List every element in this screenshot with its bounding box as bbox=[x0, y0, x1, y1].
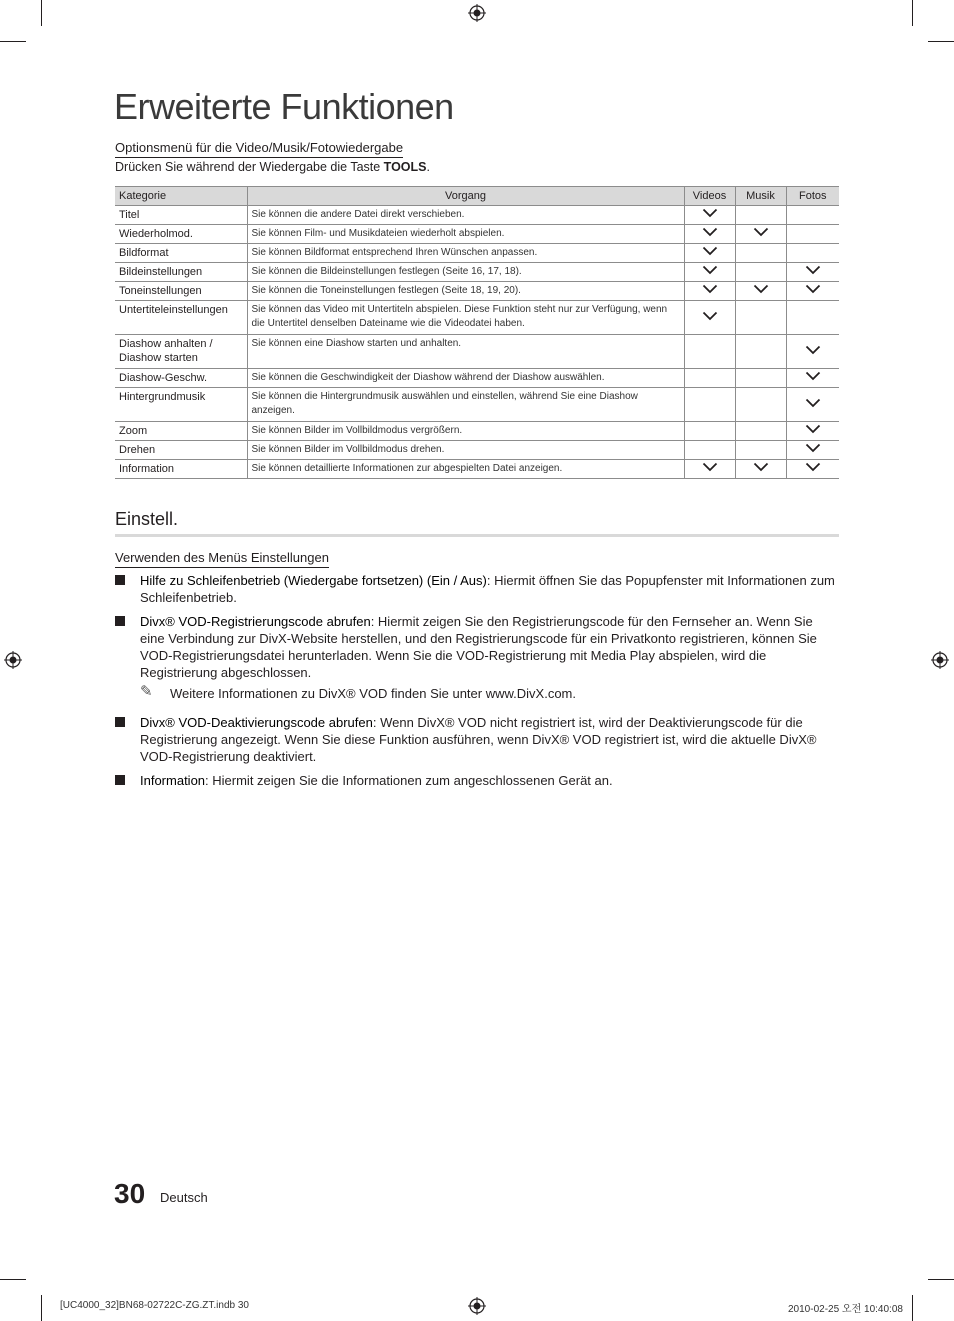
checkmark-icon bbox=[805, 462, 821, 472]
videos-cell bbox=[684, 388, 735, 422]
intro-text: Drücken Sie während der Wiedergabe die Taste bbox=[115, 160, 384, 174]
settings-list bbox=[115, 572, 839, 796]
videos-cell bbox=[684, 441, 735, 460]
music-cell bbox=[735, 282, 786, 301]
item-text: : Hiermit zeigen Sie den Registrierungscode für den Fernseher an. Wenn Sie eine Verbindung zur DivX-Website herstellen, und den Registrierungscode für ein Privatkonto registrieren, können Sie VOD-Registrierungsdatei herunterladen. Wenn Sie die VOD-Registrierung mit Media Play abspielen, wird die Registrierung abgeschlossen. bbox=[140, 614, 817, 680]
photos-cell bbox=[786, 282, 839, 301]
page-language: Deutsch bbox=[160, 1190, 208, 1205]
photos-cell bbox=[786, 460, 839, 479]
category-cell: Bildformat bbox=[115, 244, 247, 263]
description-cell: Sie können die Bildeinstellungen festlegen (Seite 16, 17, 18). bbox=[247, 263, 684, 282]
crop-mark bbox=[41, 0, 42, 26]
photos-cell bbox=[786, 244, 839, 263]
column-header: Videos bbox=[684, 187, 735, 206]
videos-cell bbox=[684, 369, 735, 388]
list-item bbox=[115, 613, 839, 681]
item-term: Divx® VOD-Registrierungscode abrufen bbox=[140, 614, 371, 629]
description-cell: Sie können eine Diashow starten und anhalten. bbox=[247, 335, 684, 369]
checkmark-icon bbox=[805, 265, 821, 275]
description-cell: Sie können die andere Datei direkt verschieben. bbox=[247, 206, 684, 225]
music-cell bbox=[735, 460, 786, 479]
table-row bbox=[115, 263, 839, 282]
description-cell: Sie können Bildformat entsprechend Ihren Wünschen anpassen. bbox=[247, 244, 684, 263]
videos-cell bbox=[684, 460, 735, 479]
checkmark-icon bbox=[753, 284, 769, 294]
category-cell: Diashow anhalten / Diashow starten bbox=[115, 335, 247, 369]
checkmark-icon bbox=[702, 208, 718, 218]
category-cell: Hintergrundmusik bbox=[115, 388, 247, 422]
column-header: Kategorie bbox=[115, 187, 247, 206]
table-row bbox=[115, 335, 839, 369]
crop-mark bbox=[928, 1279, 954, 1280]
registration-mark-icon bbox=[468, 4, 486, 22]
checkmark-icon bbox=[805, 398, 821, 408]
crop-mark bbox=[41, 1295, 42, 1321]
page-title: Erweiterte Funktionen bbox=[114, 86, 454, 127]
item-term: Divx® VOD-Deaktivierungscode abrufen bbox=[140, 715, 373, 730]
checkmark-icon bbox=[805, 424, 821, 434]
music-cell bbox=[735, 335, 786, 369]
photos-cell bbox=[786, 206, 839, 225]
videos-cell bbox=[684, 335, 735, 369]
table-row bbox=[115, 441, 839, 460]
bullet-square-icon bbox=[115, 616, 125, 626]
description-cell: Sie können die Hintergrundmusik auswählen und einstellen, während Sie eine Diashow anzeigen. bbox=[247, 388, 684, 422]
description-cell: Sie können Bilder im Vollbildmodus vergrößern. bbox=[247, 422, 684, 441]
checkmark-icon bbox=[753, 227, 769, 237]
registration-mark-icon bbox=[468, 1297, 486, 1315]
photos-cell bbox=[786, 422, 839, 441]
music-cell bbox=[735, 422, 786, 441]
photos-cell bbox=[786, 225, 839, 244]
crop-mark bbox=[0, 1279, 26, 1280]
options-intro bbox=[115, 160, 430, 174]
music-cell bbox=[735, 244, 786, 263]
table-header-row bbox=[115, 187, 839, 206]
tools-key: TOOLS bbox=[383, 160, 427, 174]
music-cell bbox=[735, 388, 786, 422]
list-item bbox=[115, 772, 839, 789]
category-cell: Drehen bbox=[115, 441, 247, 460]
bullet-square-icon bbox=[115, 775, 125, 785]
column-header: Musik bbox=[735, 187, 786, 206]
description-cell: Sie können Bilder im Vollbildmodus drehen. bbox=[247, 441, 684, 460]
music-cell bbox=[735, 441, 786, 460]
category-cell: Zoom bbox=[115, 422, 247, 441]
checkmark-icon bbox=[753, 462, 769, 472]
table-row bbox=[115, 301, 839, 335]
photos-cell bbox=[786, 301, 839, 335]
music-cell bbox=[735, 301, 786, 335]
photos-cell bbox=[786, 441, 839, 460]
videos-cell bbox=[684, 282, 735, 301]
music-cell bbox=[735, 225, 786, 244]
table-row bbox=[115, 369, 839, 388]
category-cell: Wiederholmod. bbox=[115, 225, 247, 244]
photos-cell bbox=[786, 263, 839, 282]
item-text: : Wenn DivX® VOD nicht registriert ist, wird der Deaktivierungscode für die Registrierung angezeigt. Wenn Sie diese Funktion ausführen, wenn DivX® VOD registriert ist, wird die aktuelle DivX® VOD-Registrierung deaktiviert. bbox=[140, 715, 817, 764]
table-row bbox=[115, 422, 839, 441]
pencil-note-icon: ✎ bbox=[140, 683, 153, 700]
category-cell: Information bbox=[115, 460, 247, 479]
photos-cell bbox=[786, 335, 839, 369]
music-cell bbox=[735, 206, 786, 225]
music-cell bbox=[735, 369, 786, 388]
category-cell: Bildeinstellungen bbox=[115, 263, 247, 282]
bullet-square-icon bbox=[115, 575, 125, 585]
checkmark-icon bbox=[805, 443, 821, 453]
list-item bbox=[115, 572, 839, 606]
page-number: 30 bbox=[114, 1178, 146, 1209]
registration-mark-icon bbox=[931, 651, 949, 669]
checkmark-icon bbox=[702, 462, 718, 472]
options-table bbox=[115, 186, 839, 479]
checkmark-icon bbox=[702, 246, 718, 256]
crop-mark bbox=[0, 41, 26, 42]
list-item bbox=[115, 714, 839, 765]
checkmark-icon bbox=[805, 284, 821, 294]
category-cell: Untertiteleinstellungen bbox=[115, 301, 247, 335]
crop-mark bbox=[912, 0, 913, 26]
settings-title: Einstell. bbox=[115, 509, 839, 537]
crop-mark bbox=[928, 41, 954, 42]
item-term: Information bbox=[140, 773, 206, 788]
checkmark-icon bbox=[702, 311, 718, 321]
note bbox=[115, 685, 839, 702]
bullet-square-icon bbox=[115, 717, 125, 727]
crop-mark bbox=[912, 1295, 913, 1321]
category-cell: Toneinstellungen bbox=[115, 282, 247, 301]
column-header: Fotos bbox=[786, 187, 839, 206]
videos-cell bbox=[684, 422, 735, 441]
column-header: Vorgang bbox=[247, 187, 684, 206]
description-cell: Sie können detaillierte Informationen zur abgespielten Datei anzeigen. bbox=[247, 460, 684, 479]
photos-cell bbox=[786, 388, 839, 422]
description-cell: Sie können die Geschwindigkeit der Diashow während der Diashow auswählen. bbox=[247, 369, 684, 388]
videos-cell bbox=[684, 206, 735, 225]
item-term: Hilfe zu Schleifenbetrieb (Wiedergabe fortsetzen) (Ein / Aus) bbox=[140, 573, 487, 588]
checkmark-icon bbox=[805, 371, 821, 381]
checkmark-icon bbox=[805, 345, 821, 355]
footer-file: [UC4000_32]BN68-02722C-ZG.ZT.indb 30 bbox=[60, 1300, 249, 1311]
videos-cell bbox=[684, 225, 735, 244]
item-text: : Hiermit zeigen Sie die Informationen zum angeschlossenen Gerät an. bbox=[205, 773, 613, 788]
table-row bbox=[115, 282, 839, 301]
description-cell: Sie können die Toneinstellungen festlegen (Seite 18, 19, 20). bbox=[247, 282, 684, 301]
music-cell bbox=[735, 263, 786, 282]
videos-cell bbox=[684, 244, 735, 263]
videos-cell bbox=[684, 263, 735, 282]
description-cell: Sie können Film- und Musikdateien wiederholt abspielen. bbox=[247, 225, 684, 244]
checkmark-icon bbox=[702, 284, 718, 294]
options-heading: Optionsmenü für die Video/Musik/Fotowiedergabe bbox=[115, 140, 403, 158]
note-text: Weitere Informationen zu DivX® VOD finden Sie unter www.DivX.com. bbox=[170, 686, 576, 701]
category-cell: Diashow-Geschw. bbox=[115, 369, 247, 388]
category-cell: Titel bbox=[115, 206, 247, 225]
table-row bbox=[115, 225, 839, 244]
table-row bbox=[115, 460, 839, 479]
item-text: : Hiermit öffnen Sie das Popupfenster mit Informationen zum Schleifenbetrieb. bbox=[140, 573, 835, 605]
photos-cell bbox=[786, 369, 839, 388]
videos-cell bbox=[684, 301, 735, 335]
footer-date: 2010-02-25 오전 10:40:08 bbox=[788, 1304, 903, 1315]
settings-heading: Verwenden des Menüs Einstellungen bbox=[115, 550, 329, 568]
registration-mark-icon bbox=[4, 651, 22, 669]
checkmark-icon bbox=[702, 227, 718, 237]
intro-end: . bbox=[426, 160, 430, 174]
description-cell: Sie können das Video mit Untertiteln abspielen. Diese Funktion steht nur zur Verfügung, wenn die Untertitel denselben Dateiname wie die Videodatei haben. bbox=[247, 301, 684, 335]
table-row bbox=[115, 206, 839, 225]
checkmark-icon bbox=[702, 265, 718, 275]
table-row bbox=[115, 244, 839, 263]
table-row bbox=[115, 388, 839, 422]
